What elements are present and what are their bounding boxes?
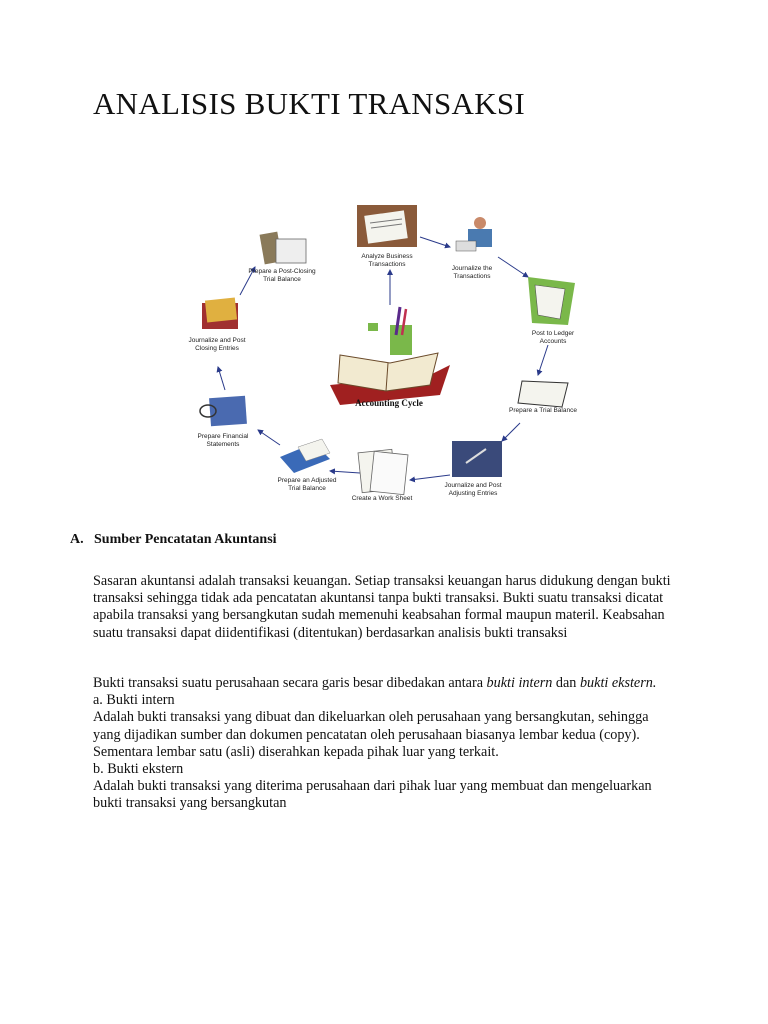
paragraph-2-intro <box>93 675 673 692</box>
journalize-icon <box>456 217 492 251</box>
subsection-a-label: a. Bukti intern <box>93 692 175 709</box>
step-label: Journalize the Transactions <box>451 265 493 280</box>
step-label: Journalize and Post Closing Entries <box>188 337 246 352</box>
adjusted-trial-balance-icon <box>280 439 330 473</box>
step-label: Post to Ledger Accounts <box>531 330 575 345</box>
subsection-b-label: b. Bukti ekstern <box>93 761 184 778</box>
term-bukti-ekstern: bukti ekstern. <box>579 675 657 691</box>
term-bukti-intern: bukti intern <box>486 675 553 691</box>
post-to-ledger-icon <box>528 277 575 325</box>
trial-balance-icon <box>518 381 568 407</box>
work-sheet-icon <box>358 449 408 494</box>
step-label: Prepare an Adjusted Trial Balance <box>277 477 337 492</box>
step-label: Prepare Financial Statements <box>197 433 249 448</box>
conjunction-text: dan <box>552 675 580 691</box>
section-title: Sumber Pencatatan Akuntansi <box>94 532 277 547</box>
subsection-b-text: Adalah bukti transaksi yang diterima perusahaan dari pihak luar yang membuat dan mengeluarkan bukti transaksi yang bersangkutan <box>93 778 652 812</box>
section-letter: A. <box>70 532 84 547</box>
section-heading <box>70 532 277 548</box>
accounting-cycle-books-icon <box>330 307 450 405</box>
post-closing-trial-balance-icon <box>260 232 306 265</box>
financial-statements-icon <box>200 396 247 426</box>
step-label: Prepare a Trial Balance <box>509 407 577 414</box>
paragraph-1 <box>93 573 673 642</box>
diagram-center-label: Accounting Cycle <box>355 398 423 408</box>
paragraph-1-text: Sasaran akuntansi adalah transaksi keuangan. Setiap transaksi keuangan harus didukung dengan bukti transaksi sehingga tidak ada pencatatan akuntansi tanpa bukti transaksi. Bukti suatu transaksi dicatat apabila transaksi yang bersangkutan sudah memenuhi keabsahan formal maupun materil. Keabsahan suatu transaksi dapat diidentifikasi (ditentukan) berdasarkan analisis bukti transaksi <box>93 573 671 641</box>
page-title: ANALISIS BUKTI TRANSAKSI <box>93 86 526 121</box>
adjusting-entries-icon <box>452 441 502 477</box>
accounting-cycle-graphic <box>180 195 600 515</box>
step-label: Journalize and Post Adjusting Entries <box>444 482 502 497</box>
intro-text: Bukti transaksi suatu perusahaan secara garis besar dibedakan antara <box>93 675 487 691</box>
accounting-cycle-diagram <box>180 195 600 515</box>
analyze-transactions-icon <box>357 205 417 247</box>
step-label: Prepare a Post-Closing Trial Balance <box>248 268 316 283</box>
step-label: Create a Work Sheet <box>351 495 413 502</box>
subsection-a-text: Adalah bukti transaksi yang dibuat dan dikeluarkan oleh perusahaan yang bersangkutan, sehingga yang dijadikan sumber dan dokumen pencatatan oleh perusahaan biasanya lembar kedua (copy). Sementara lembar satu (asli) diserahkan kepada pihak luar yang terkait. <box>93 709 649 760</box>
paragraph-2 <box>93 675 673 813</box>
closing-entries-icon <box>202 297 238 329</box>
step-label: Analyze Business Transactions <box>361 253 413 268</box>
